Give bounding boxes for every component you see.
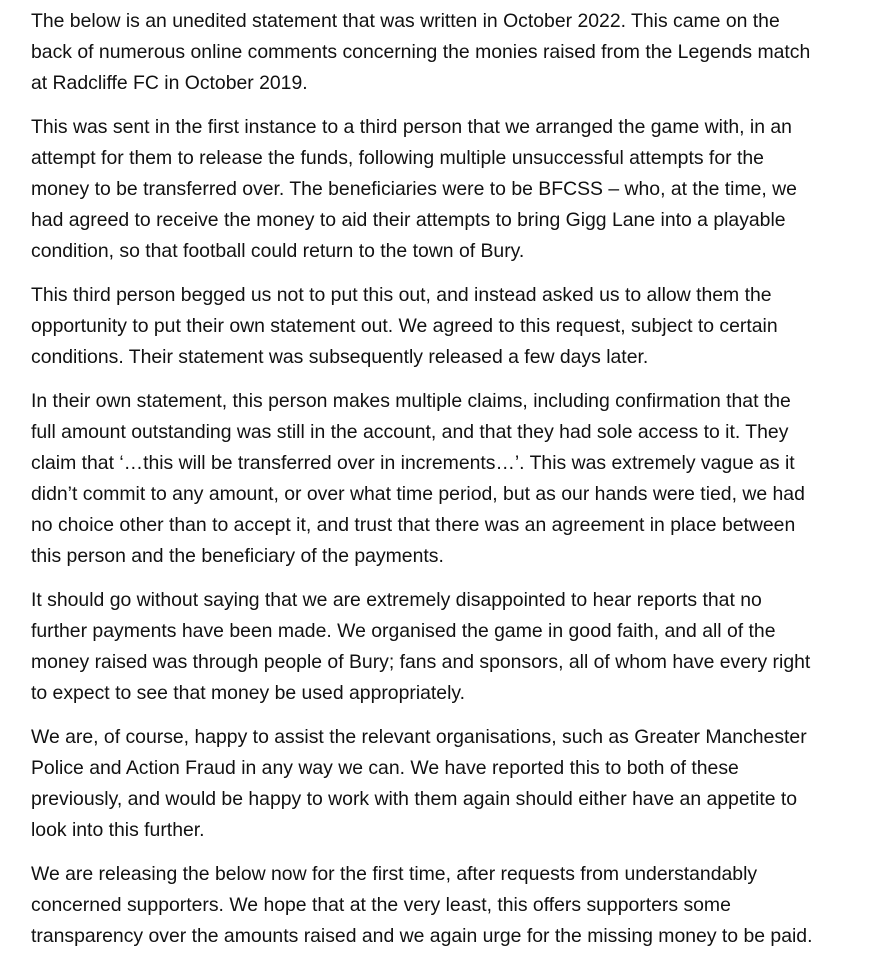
paragraph-line: Police and Action Fraud in any way we can. We have reported this to both of these [31,757,739,779]
paragraph-line: It should go without saying that we are extremely disappointed to hear reports that no [31,589,762,611]
paragraph-line: to expect to see that money be used appropriately. [31,682,466,704]
paragraph-line: transparency over the amounts raised and we again urge for the missing money to be paid. [31,925,813,947]
paragraph-2 [31,112,867,267]
paragraph-line: at Radcliffe FC in October 2019. [31,72,308,94]
paragraph-line: This was sent in the first instance to a third person that we arranged the game with, in an [31,116,792,138]
paragraph-5 [31,585,867,709]
paragraph-line: In their own statement, this person makes multiple claims, including confirmation that the [31,390,791,412]
paragraph-line: condition, so that football could return to the town of Bury. [31,240,525,262]
paragraph-6 [31,722,867,846]
paragraph-1 [31,6,867,99]
paragraph-3 [31,280,867,373]
paragraph-line: We are releasing the below now for the first time, after requests from understandably [31,863,758,885]
paragraph-line: look into this further. [31,819,205,841]
paragraph-line: concerned supporters. We hope that at the very least, this offers supporters some [31,894,731,916]
paragraph-7 [31,859,867,952]
paragraph-line: back of numerous online comments concerning the monies raised from the Legends match [31,41,811,63]
paragraph-line: This third person begged us not to put this out, and instead asked us to allow them the [31,284,772,306]
paragraph-line: money raised was through people of Bury; fans and sponsors, all of whom have every right [31,651,811,673]
paragraph-line: conditions. Their statement was subsequently released a few days later. [31,346,649,368]
statement-document [31,6,867,965]
paragraph-line: opportunity to put their own statement out. We agreed to this request, subject to certain [31,315,778,337]
paragraph-line: full amount outstanding was still in the account, and that they had sole access to it. They [31,421,789,443]
paragraph-line: had agreed to receive the money to aid their attempts to bring Gigg Lane into a playable [31,209,786,231]
paragraph-line: this person and the beneficiary of the payments. [31,545,444,567]
paragraph-line: previously, and would be happy to work with them again should either have an appetite to [31,788,798,810]
paragraph-line: didn’t commit to any amount, or over what time period, but as our hands were tied, we had [31,483,805,505]
paragraph-line: The below is an unedited statement that was written in October 2022. This came on the [31,10,780,32]
paragraph-line: claim that ‘…this will be transferred over in increments…’. This was extremely vague as it [31,452,795,474]
paragraph-line: attempt for them to release the funds, following multiple unsuccessful attempts for the [31,147,764,169]
paragraph-line: We are, of course, happy to assist the relevant organisations, such as Greater Manchester [31,726,807,748]
paragraph-line: further payments have been made. We organised the game in good faith, and all of the [31,620,776,642]
paragraph-line: no choice other than to accept it, and trust that there was an agreement in place between [31,514,796,536]
paragraph-4 [31,386,867,572]
paragraph-line: money to be transferred over. The beneficiaries were to be BFCSS – who, at the time, we [31,178,797,200]
